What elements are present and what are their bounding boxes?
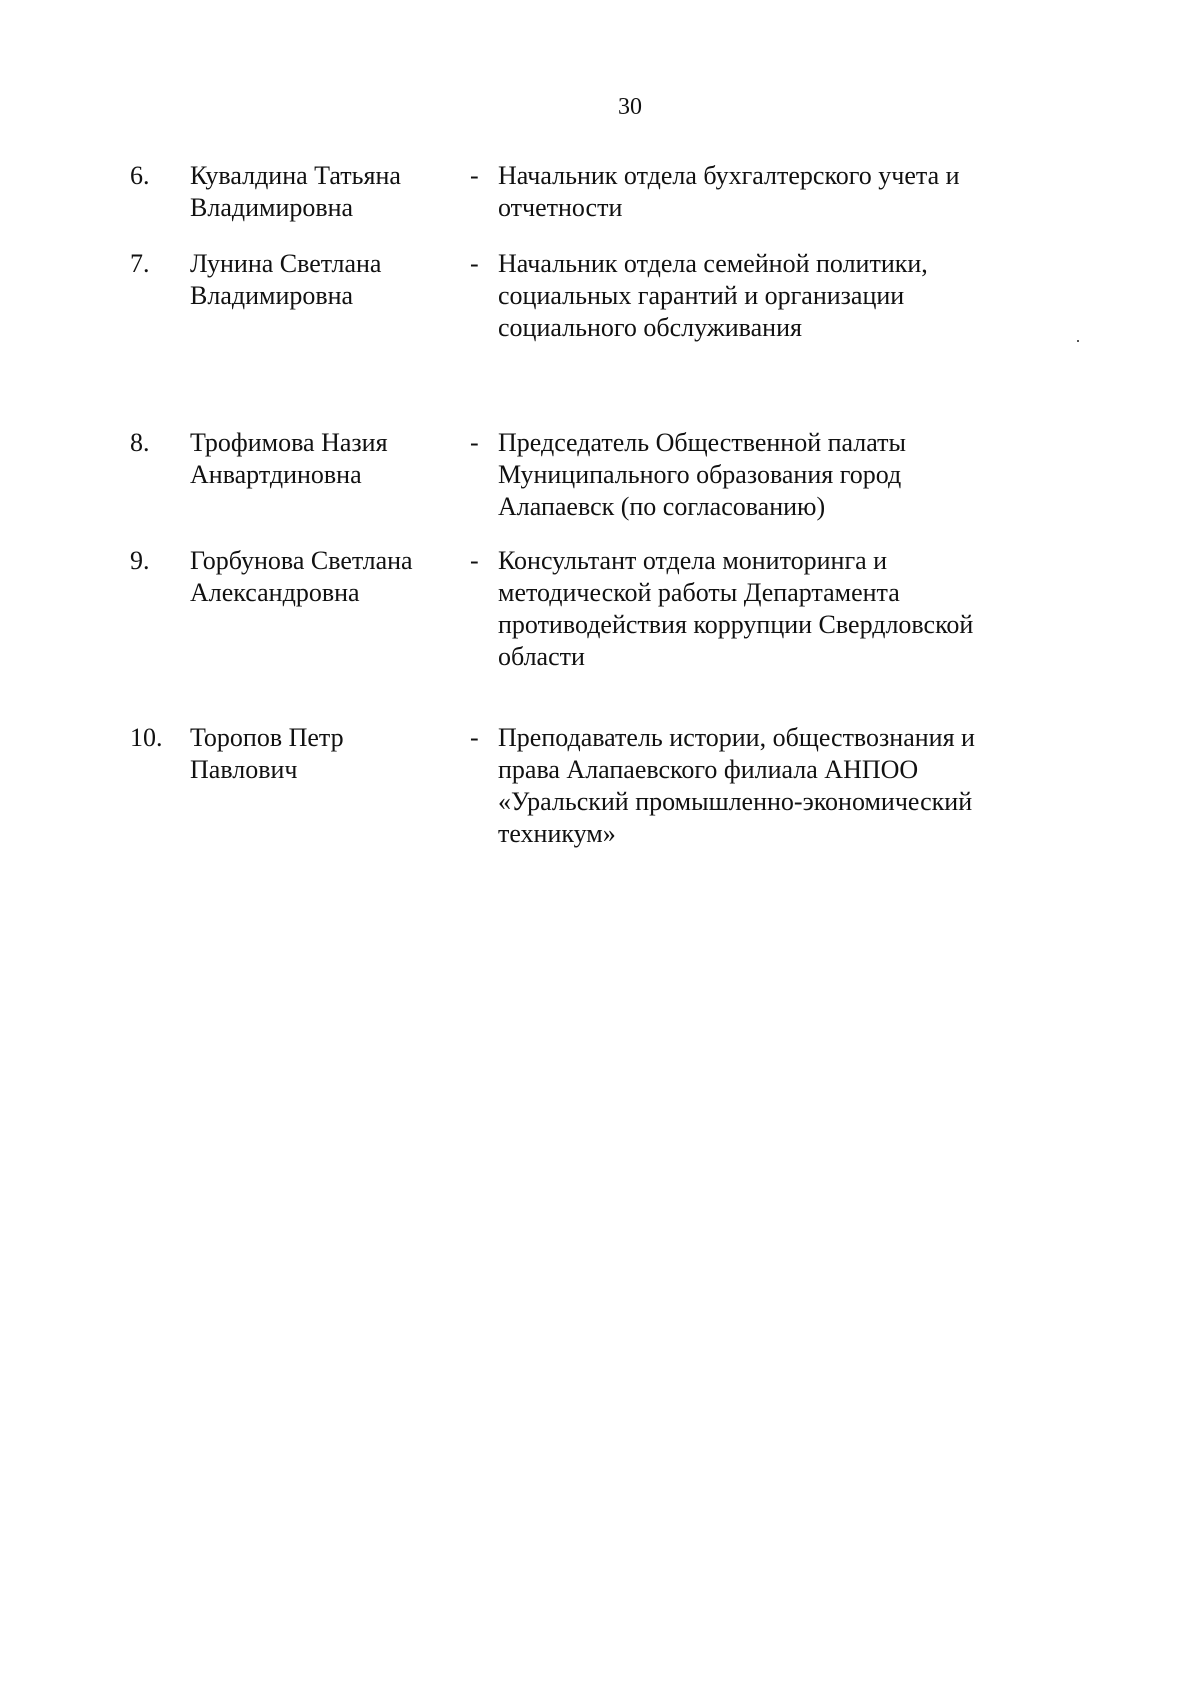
person-name: Трофимова Назия Анвартдиновна bbox=[190, 428, 388, 489]
page-number: 30 bbox=[618, 94, 642, 120]
person-position: Начальник отдела семейной политики, социальных гарантий и организации социального обслуживания bbox=[498, 249, 928, 342]
dash-separator: - bbox=[470, 546, 479, 575]
person-position: Преподаватель истории, обществознания и права Алапаевского филиала АНПОО «Уральский промышленно-экономический техникум» bbox=[498, 723, 975, 848]
entry-number: 9. bbox=[130, 546, 150, 575]
person-name: Горбунова Светлана Александровна bbox=[190, 546, 413, 607]
person-name: Лунина Светлана Владимировна bbox=[190, 249, 382, 310]
scan-speck bbox=[1077, 340, 1079, 342]
dash-separator: - bbox=[470, 428, 479, 457]
person-name: Кувалдина Татьяна Владимировна bbox=[190, 161, 401, 222]
entry-number: 7. bbox=[130, 249, 150, 278]
person-position: Консультант отдела мониторинга и методической работы Департамента противодействия коррупции Свердловской области bbox=[498, 546, 974, 671]
dash-separator: - bbox=[470, 249, 479, 278]
person-name: Торопов Петр Павлович bbox=[190, 723, 344, 784]
entry-number: 6. bbox=[130, 161, 150, 190]
person-position: Председатель Общественной палаты Муниципального образования город Алапаевск (по согласованию) bbox=[498, 428, 906, 521]
entry-number: 10. bbox=[130, 723, 163, 752]
entry-number: 8. bbox=[130, 428, 150, 457]
person-position: Начальник отдела бухгалтерского учета и отчетности bbox=[498, 161, 960, 222]
dash-separator: - bbox=[470, 161, 479, 190]
dash-separator: - bbox=[470, 723, 479, 752]
